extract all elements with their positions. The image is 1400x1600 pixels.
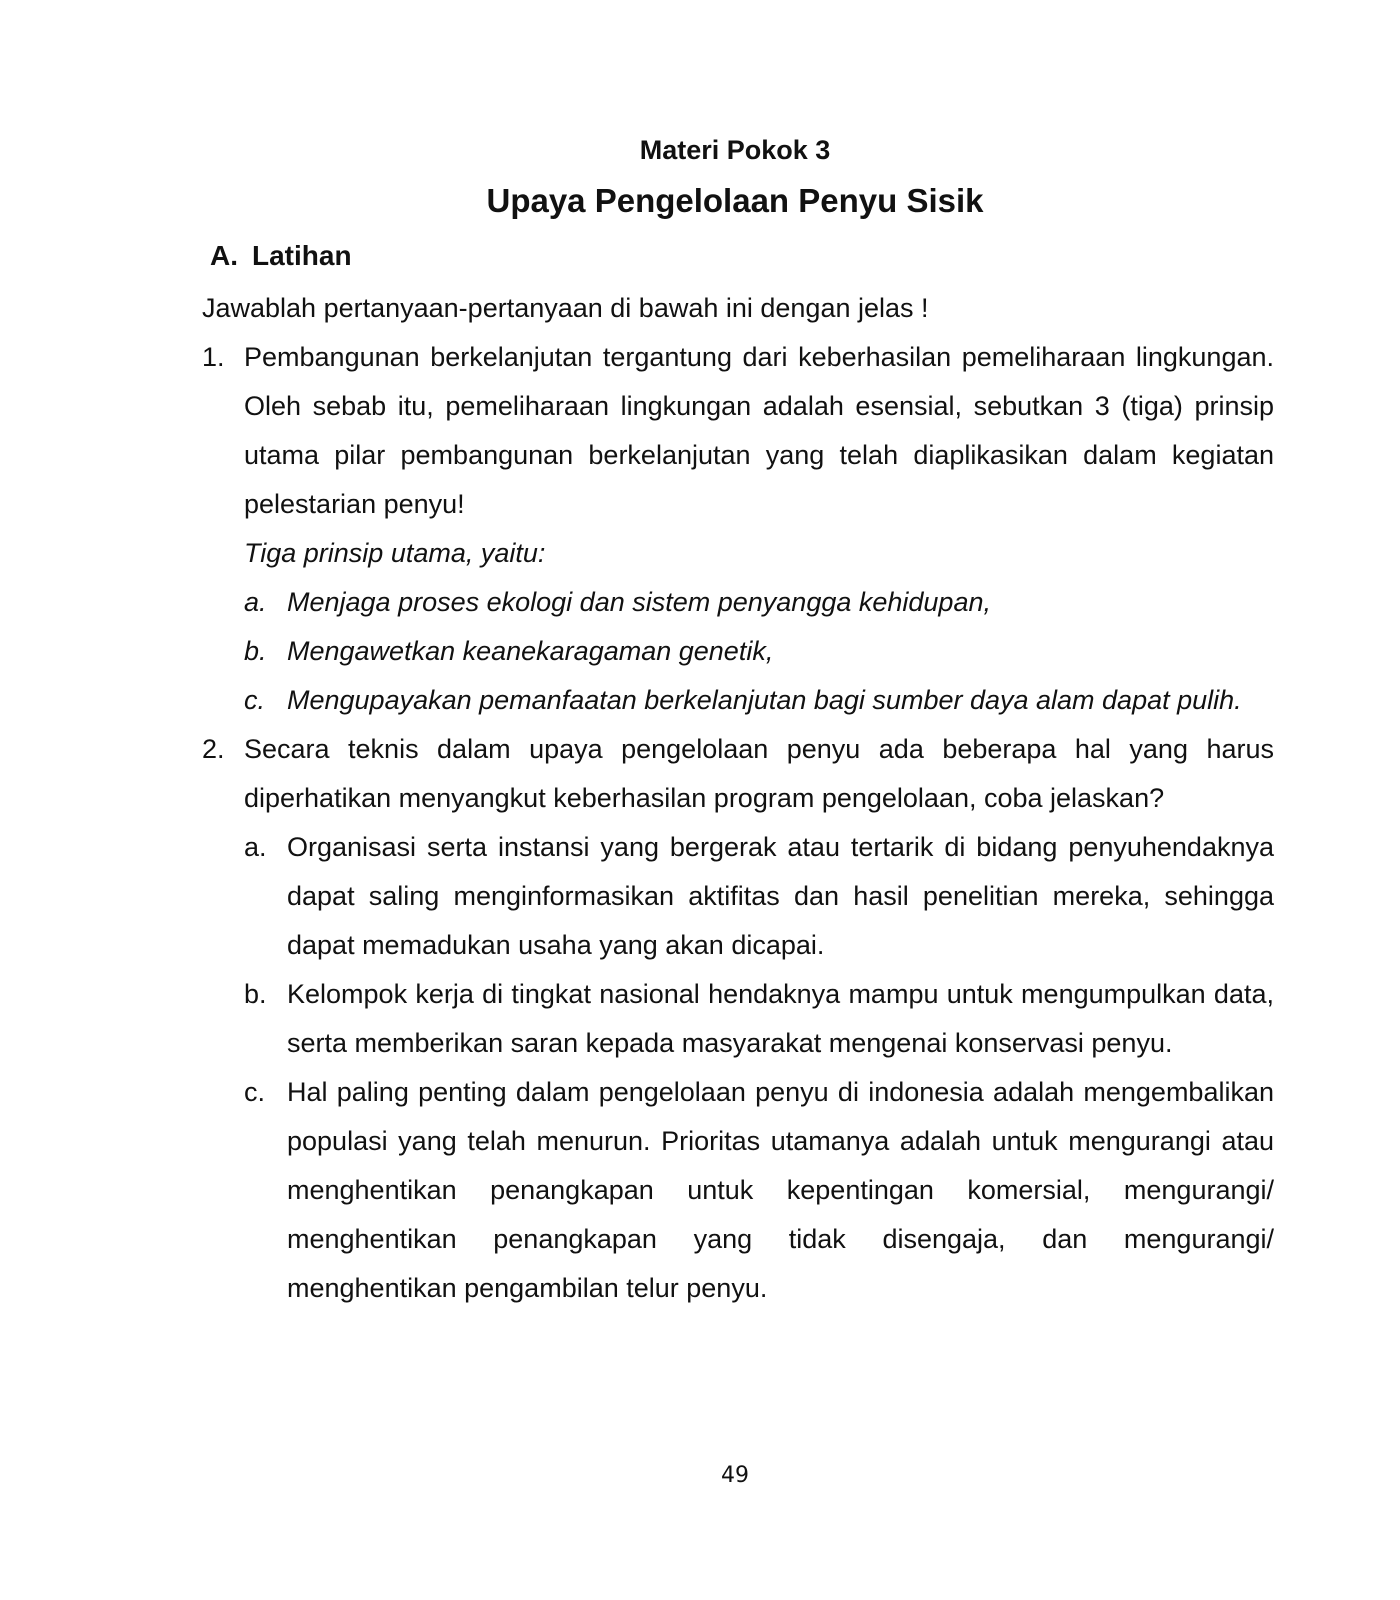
answer-item-text: Mengupayakan pemanfaatan berkelanjutan bagi sumber daya alam dapat pulih. xyxy=(287,685,1242,715)
document-body xyxy=(202,284,1274,1313)
answer-item-text: Kelompok kerja di tingkat nasional hendaknya mampu untuk mengumpulkan data, serta memberikan saran kepada masyarakat mengenai konservasi penyu. xyxy=(287,979,1274,1058)
answer-item xyxy=(244,970,1274,1068)
answer-item xyxy=(244,578,1274,627)
answer-item-text: Organisasi serta instansi yang bergerak atau tertarik di bidang penyuhendaknya dapat saling menginformasikan aktifitas dan hasil penelitian mereka, sehingga dapat memadukan usaha yang akan dicapai. xyxy=(287,832,1274,960)
answer-item xyxy=(244,823,1274,970)
section-label: Latihan xyxy=(252,240,352,271)
question-1 xyxy=(202,333,1274,725)
question-text: Secara teknis dalam upaya pengelolaan penyu ada beberapa hal yang harus diperhatikan menyangkut keberhasilan program pengelolaan, coba jelaskan? xyxy=(244,734,1274,813)
answer-item-letter: c. xyxy=(244,1077,266,1107)
answer-item-letter: b. xyxy=(244,636,267,666)
answer-item-text: Menjaga proses ekologi dan sistem penyangga kehidupan, xyxy=(287,587,991,617)
question-number: 2. xyxy=(202,734,225,764)
section-heading xyxy=(210,238,352,274)
answer-item-text: Hal paling penting dalam pengelolaan penyu di indonesia adalah mengembalikan populasi yang telah menurun. Prioritas utamanya adalah untuk mengurangi atau menghentikan penangkapan untuk kepentingan komersial, mengurangi/ menghentikan penangkapan yang tidak disengaja, dan mengurangi/ menghentikan pengambilan telur penyu. xyxy=(287,1077,1274,1303)
question-body xyxy=(244,725,1274,1313)
answer-item-letter: c. xyxy=(244,685,266,715)
question-text: Pembangunan berkelanjutan tergantung dari keberhasilan pemeliharaan lingkungan. Oleh sebab itu, pemeliharaan lingkungan adalah esensial, sebutkan 3 (tiga) prinsip utama pilar pembangunan berkelanjutan yang telah diaplikasikan dalam kegiatan pelestarian penyu! xyxy=(244,342,1274,519)
answer-item-letter: b. xyxy=(244,979,267,1009)
page-subtitle: Materi Pokok 3 xyxy=(639,135,831,165)
answer-item xyxy=(244,627,1274,676)
answer-item xyxy=(244,676,1274,725)
page-number: 49 xyxy=(721,1463,749,1488)
question-body xyxy=(244,333,1274,725)
answer-intro: Tiga prinsip utama, yaitu: xyxy=(244,538,546,568)
answer-item xyxy=(244,1068,1274,1313)
question-2 xyxy=(202,725,1274,1313)
section-letter: A. xyxy=(210,240,238,271)
question-number: 1. xyxy=(202,342,225,372)
instruction-text: Jawablah pertanyaan-pertanyaan di bawah ini dengan jelas ! xyxy=(202,293,929,323)
answer-item-letter: a. xyxy=(244,587,267,617)
answer-item-letter: a. xyxy=(244,832,267,862)
page-title: Upaya Pengelolaan Penyu Sisik xyxy=(486,182,984,219)
answer-item-text: Mengawetkan keanekaragaman genetik, xyxy=(287,636,774,666)
